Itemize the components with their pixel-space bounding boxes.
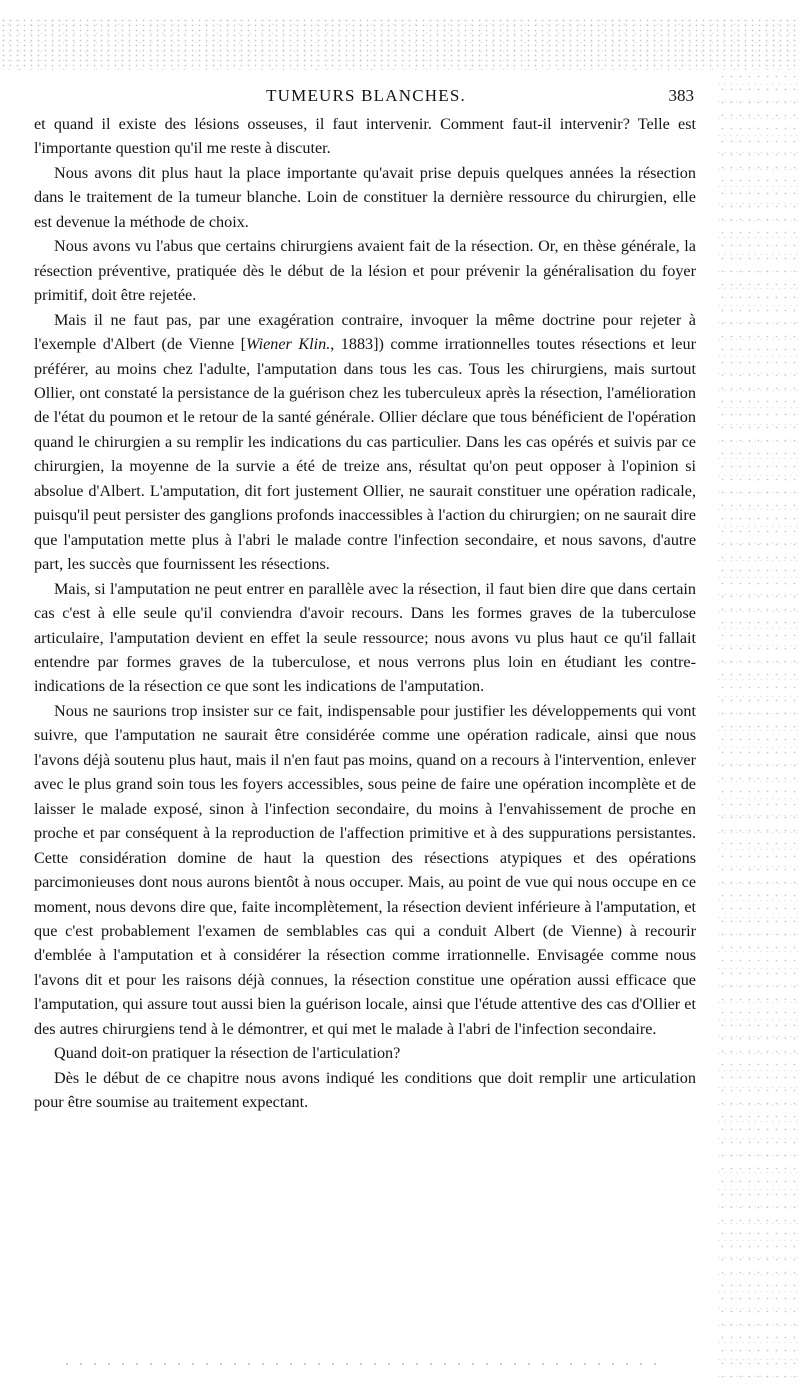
paragraph-albert-doctrine	[34, 308, 696, 577]
citation-journal: Wiener Klin.	[246, 335, 331, 354]
scan-noise-top	[0, 18, 800, 70]
paragraph-continuation: et quand il existe des lésions osseuses, il faut intervenir. Comment faut-il intervenir? Telle est l'importante question qu'il me reste à discuter.	[34, 115, 696, 158]
body-text	[34, 112, 696, 1115]
running-header	[38, 84, 694, 112]
page-number: 383	[668, 86, 694, 105]
scan-noise-bottom	[60, 1362, 660, 1366]
running-title: TUMEURS BLANCHES.	[266, 86, 466, 105]
scan-noise-margin	[718, 70, 800, 1380]
paragraph-amputation-cases: Mais, si l'amputation ne peut entrer en parallèle avec la résection, il faut bien dire que dans certain cas c'est à elle seule qu'il conviendra d'avoir recours. Dans les formes graves de la tuberculose articulaire, l'amputation devient en effet la seule ressource; nous avons vu plus haut ce qu'il fallait entendre par formes graves de la tuberculose, et nous verrons plus loin en étudiant les contre-indications de la résection ce que sont les indications de l'amputation.	[34, 579, 696, 696]
paragraph-preventive-resection: Nous avons vu l'abus que certains chirurgiens avaient fait de la résection. Or, en thèse générale, la résection préventive, pratiquée dès le début de la lésion et pour prévenir la généralisation du foyer primitif, doit être rejetée.	[34, 237, 696, 305]
paragraph-resection-choice: Nous avons dit plus haut la place importante qu'avait prise depuis quelques années la résection dans le traitement de la tumeur blanche. Loin de constituer la dernière ressource du chirurgien, elle est devenue la méthode de choix.	[34, 163, 696, 231]
paragraph-text: , 1883]) comme irrationnelles toutes résections et leur préférer, au moins chez l'adulte, l'amputation dans tous les cas. Tous les chirurgiens, mais surtout Ollier, ont constaté la persistance de la guérison chez les tuberculeux après la résection, l'amélioration de l'état du poumon et le retour de la santé générale. Ollier déclare que tous bénéficient de l'opération quand le chirurgien a su remplir les indications du cas particulier. Dans les cas opérés et suivis par ce chirurgien, la moyenne de la survie a été de treize ans, résultat qu'on peut opposer à l'opinion si absolue d'Albert. L'amputation, dit fort justement Ollier, ne saurait constituer une opération radicale, puisqu'il peut persister des ganglions profonds inaccessibles à l'action du chirurgien; on ne saurait dire que l'amputation mette plus à l'abri le malade contre l'infection secondaire, et nous savons, d'autre part, les succès que fournissent les résections.	[34, 335, 696, 574]
paragraph-conditions: Dès le début de ce chapitre nous avons indiqué les conditions que doit remplir une articulation pour être soumise au traitement expectant.	[34, 1068, 696, 1112]
paragraph-radical-operation: Nous ne saurions trop insister sur ce fait, indispensable pour justifier les développements qui vont suivre, que l'amputation ne saurait être considérée comme une opération radicale, ainsi que nous l'avons déjà soutenu plus haut, mais il n'en faut pas moins, quand on a recours à l'intervention, enlever avec le plus grand soin tous les foyers accessibles, sous peine de faire une opération incomplète et de laisser le malade exposé, sinon à l'infection secondaire, du moins à l'envahissement de proche en proche et par conséquent à la reproduction de l'affection primitive et à des suppurations persistantes. Cette considération domine de haut la question des résections atypiques et des opérations parcimonieuses dont nous aurons bientôt à nous occuper. Mais, au point de vue qui nous occupe en ce moment, nous devons dire que, faite incomplètement, la résection devient inférieure à l'amputation, et que c'est probablement l'examen de semblables cas qui a conduit Albert (de Vienne) à recourir d'emblée à l'amputation et à considérer la résection comme irrationnelle. Envisagée comme nous l'avons dit et pour les raisons déjà connues, la résection constitue une opération aussi efficace que l'amputation, qui assure tout aussi bien la guérison locale, ainsi que l'étude attentive des cas d'Ollier et des autres chirurgiens tend à le démontrer, et qui met le malade à l'abri de l'infection secondaire.	[34, 701, 696, 1038]
paragraph-question: Quand doit-on pratiquer la résection de l'articulation?	[54, 1044, 401, 1063]
paragraph-text: Mais il ne faut pas, par une exagération contraire, invoquer la même doctrine pour rejeter à l'exemple d'Albert (de Vienne [	[34, 310, 696, 354]
